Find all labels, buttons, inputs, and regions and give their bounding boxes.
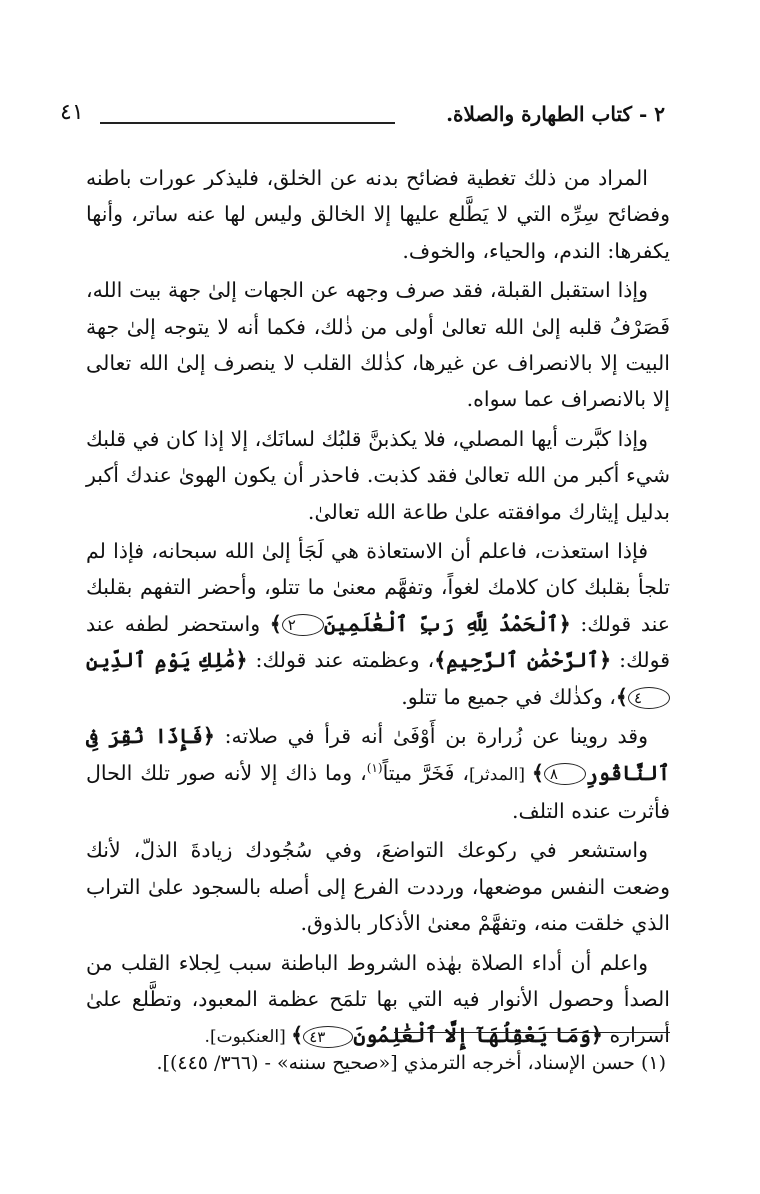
quran-verse: ﴿ٱلْحَمْدُ لِلَّهِ رَبِّ ٱلْعَٰلَمِينَ: [323, 611, 571, 636]
quran-verse: ﴾: [531, 760, 544, 785]
ayah-number-marker: ٤: [628, 687, 670, 709]
footnote: [86, 1048, 666, 1078]
quran-verse: ﴾: [291, 1023, 304, 1048]
text-run: وإذا استقبل القبلة، فقد صرف وجهه عن الجهات إلىٰ جهة بيت الله، فَصَرْفُ قلبه إلىٰ الله تعالىٰ أولى من ذٰلك، فكما أنه لا يتوجه إلىٰ جهة البيت إلا بالانصراف عن غيرها، كذٰلك القلب لا ينصرف إلىٰ الله تعالى إلا بالانصراف عما سواه.: [86, 278, 670, 412]
paragraph: [86, 421, 670, 530]
text-run: ، وعظمته عند قولك:: [247, 648, 435, 673]
quran-verse: ﴿ٱلرَّحْمَٰنِ ٱلرَّحِيمِ﴾: [434, 648, 612, 673]
ayah-number-marker: ٤٣: [303, 1026, 353, 1048]
text-run: ، فَخَرَّ ميتاً: [382, 760, 469, 785]
paragraph: [86, 832, 670, 941]
surah-reference: [العنكبوت].: [204, 1027, 292, 1048]
surah-reference: [المدثر]: [468, 764, 532, 785]
text-run: وإذا كبَّرت أيها المصلي، فلا يكذبنَّ قلبُك لسانَك، إلا إذا كان في قلبك شيء أكبر من الله تعالىٰ فقد كذبت. فاحذر أن يكون الهوىٰ عندك أكبر بدليل إيثارك موافقته علىٰ طاعة الله تعالىٰ.: [86, 426, 670, 524]
text-run: وقد روينا عن زُرارة بن أَوْفَىٰ أنه قرأ في صلاته:: [214, 724, 648, 749]
main-text: [86, 160, 670, 1056]
running-title: ٢ - كتاب الطهارة والصلاة.: [446, 102, 665, 126]
footnote-text: حسن الإسناد، أخرجه الترمذي [«صحيح سننه» - (٣٦٦/ ٤٤٥)].: [156, 1052, 635, 1074]
text-run: واستشعر في ركوعك التواضعَ، وفي سُجُودك زيادةَ الذلّ، لأنك وضعت النفس موضعها، ورددت الفرع إلى أصله بالسجود علىٰ التراب الذي خلقت منه، وتفهَّمْ معنىٰ الأذكار بالذوق.: [86, 838, 670, 936]
paragraph: [86, 945, 670, 1056]
page-number: ٤١: [60, 100, 84, 125]
quran-verse: ﴾: [615, 684, 628, 709]
header-rule: [100, 122, 395, 124]
footnote-reference: (١): [366, 760, 383, 775]
quran-verse: ﴿مَٰلِكِ يَوْمِ ٱلدِّينِ: [86, 648, 248, 673]
text-run: ، وكذٰلك في جميع ما تتلو.: [401, 684, 616, 709]
quran-verse: ﴿فَإِذَا نُقِرَ فِى ٱلنَّاقُورِ: [86, 724, 671, 785]
quran-verse: ﴾: [269, 611, 282, 636]
paragraph: [86, 272, 670, 418]
ayah-number-marker: ٢: [282, 614, 324, 636]
ayah-number-marker: ٨: [544, 763, 586, 785]
text-run: واستحضر لطفه عند قولك:: [86, 611, 670, 673]
footnote-separator: [394, 1032, 670, 1033]
text-run: فإذا استعذت، فاعلم أن الاستعاذة هي لَجَأ إلىٰ الله سبحانه، فإذا لم تلجأ بقلبك كان كلامك لغواً، وتفهَّم معنىٰ ما تتلو، وأحضر التفهم بقلبك عند قولك:: [86, 539, 671, 636]
paragraph: [86, 533, 670, 715]
text-run: المراد من ذلك تغطية فضائح بدنه عن الخلق، فليذكر عورات باطنه وفضائح سِرِّه التي لا يَطَّلع عليها إلا الخالق وليس لها عنه ساتر، وأنها يكفرها: الندم، والحياء، والخوف.: [86, 166, 670, 263]
text-run: ، وما ذاك إلا لأنه صور تلك الحال فأثرت عنده التلف.: [86, 760, 670, 823]
quran-verse: ﴿وَمَا يَعْقِلُهَآ إِلَّا ٱلْعَٰلِمُونَ: [353, 1023, 603, 1048]
paragraph: [86, 160, 670, 269]
running-header: [60, 98, 665, 134]
paragraph: [86, 718, 670, 829]
text-run: واعلم أن أداء الصلاة بهٰذه الشروط الباطنة سبب لِجلاء القلب من الصدأ وحصول الأنوار فيه التي بها تلمَح عظمة المعبود، وتطَّلع علىٰ أسراره: [86, 950, 670, 1048]
footnote-marker: (١): [640, 1052, 666, 1074]
